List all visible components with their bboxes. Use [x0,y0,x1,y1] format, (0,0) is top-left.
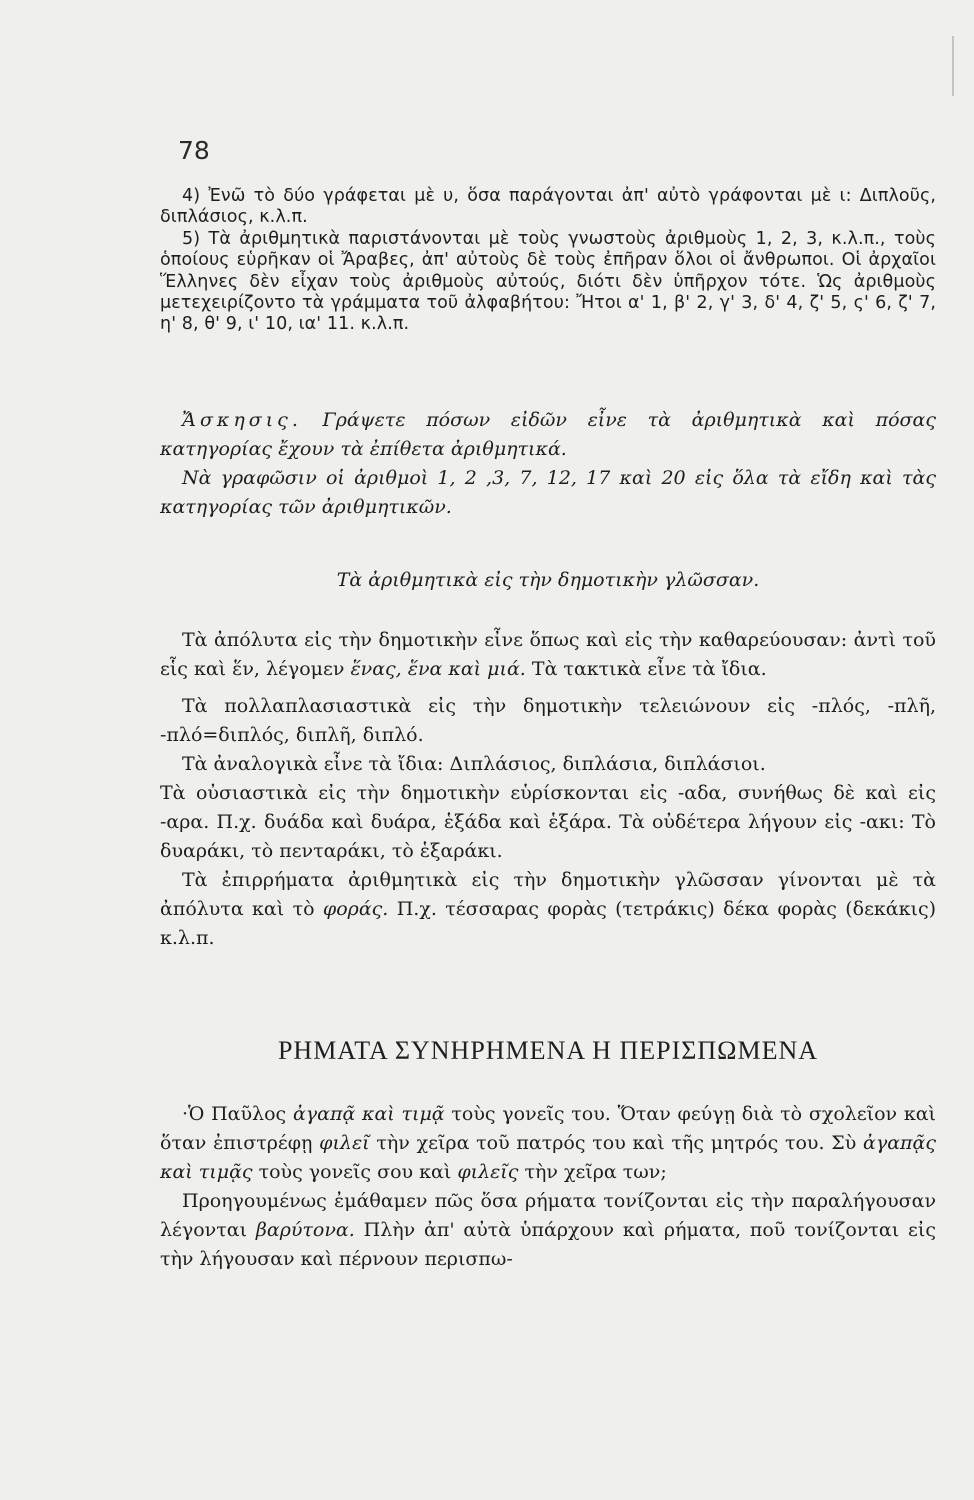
demotic-paragraph-2: Τὰ πολλαπλασιαστικὰ εἰς τὴν δημοτικὴν τελειώνουν εἰς -πλός, -πλῆ, -πλό=διπλός, διπλῆ, διπλό. [160,695,936,746]
text-run: τοὺς γονεῖς του. Ὅταν φεύγῃ διὰ τὸ σχολεῖον καὶ ὅταν ἐπιστρέφῃ [160,1103,936,1154]
demotic-paragraph-4: Τὰ οὐσιαστικὰ εἰς τὴν δημοτικὴν εὑρίσκονται εἰς -αδα, συνήθως δὲ καὶ εἰς -αρα. Π.χ. δυάδα καὶ δυάρα, ἑξάδα καὶ ἑξάρα. Τὰ οὐδέτερα λήγουν εἰς -ακι: Τὸ δυαράκι, τὸ πενταράκι, τὸ ἑξαράκι. [160,782,936,862]
exercise-label: Ἄσκησις. [182,409,302,431]
text-run: τὴν χεῖρα τοῦ πατρός του καὶ τῆς μητρός του. Σὺ [376,1132,857,1154]
text-run: Πλὴν ἀπ' αὐτὰ ὑπάρχουν καὶ ρήματα, ποῦ τονίζονται εἰς τὴν λήγουσαν καὶ πέρνουν περισπω- [160,1219,936,1270]
italic-run: φιλεῖς [457,1161,519,1183]
text-run: τὴν χεῖρα των; [524,1161,667,1183]
note-5: 5) Τὰ ἀριθμητικὰ παριστάνονται μὲ τοὺς γνωστοὺς ἀριθμοὺς 1, 2, 3, κ.λ.π., τοὺς ὁποίους εὑρῆκαν οἱ Ἄραβες, ἀπ' αὐτοὺς δὲ τοὺς ἐπῆραν ὅλοι οἱ ἄνθρωποι. Οἱ ἀρχαῖοι Ἕλληνες δὲν εἶχαν τοὺς ἀριθμοὺς αὐτούς, διότι δὲν ὑπῆρχον τότε. Ὡς ἀριθμοὺς μετεχειρίζοντο τὰ γράμματα τοῦ ἀλφαβήτου: Ἤτοι α' 1, β' 2, γ' 3, δ' 4, ζ' 5, ς' 6, ζ' 7, η' 8, θ' 9, ι' 10, ια' 11. κ.λ.π. [160,228,936,335]
italic-run: φιλεῖ [319,1132,370,1154]
text-run: Προηγουμένως ἐμάθαμεν πῶς ὅσα ρήματα τονίζονται εἰς τὴν παραλήγουσαν λέγονται [160,1190,936,1241]
section-title: Τὰ ἀριθμητικὰ εἰς τὴν δημοτικὴν γλῶσσαν. [336,569,760,591]
text-run: Τὰ ἐπιρρήματα ἀριθμητικὰ εἰς τὴν δημοτικὴν γλῶσσαν γίνονται μὲ τὰ ἀπόλυτα καὶ τὸ [160,869,936,920]
italic-run: ἕνας, ἕνα καὶ μιά. [350,658,526,680]
verbs-heading: ΡΗΜΑΤΑ ΣΥΝΗΡΗΜΕΝΑ Η ΠΕΡΙΣΠΩΜΕΝΑ [277,1036,819,1065]
text-run: ·Ὁ Παῦλος [182,1103,287,1125]
text-run: Τὰ ἀπόλυτα εἰς τὴν δημοτικὴν εἶνε ὅπως καὶ εἰς τὴν καθαρεύουσαν: ἀντὶ τοῦ εἷς καὶ ἕν, λέγομεν [160,629,936,680]
text-run: Π.χ. τέσσαρας φορὰς (τετράκις) δέκα φορὰς (δεκάκις) κ.λ.π. [160,898,937,949]
verbs-section [160,1100,936,1274]
page-number: 78 [178,136,210,165]
text-run: τοὺς γονεῖς σου καὶ [258,1161,452,1183]
italic-run: ἀγαπᾷς καὶ τιμᾷς [160,1132,936,1183]
italic-run: ἀγαπᾷ καὶ τιμᾷ [292,1103,445,1125]
exercise-text-1: Γράψετε πόσων εἰδῶν εἶνε τὰ ἀριθμητικὰ καὶ πόσας κατηγορίας ἔχουν τὰ ἐπίθετα ἀριθμητικά. [160,409,936,460]
exercise-paragraph-2: Νὰ γραφῶσιν οἱ ἀριθμοὶ 1, 2 ,3, 7, 12, 17 καὶ 20 εἰς ὅλα τὰ εἴδη καὶ τὰς κατηγορίας τῶν ἀριθμητικῶν. [160,467,936,518]
italic-run: βαρύτονα. [255,1219,355,1241]
numbered-notes [160,186,936,336]
note-4: 4) Ἐνῶ τὸ δύο γράφεται μὲ υ, ὅσα παράγονται ἀπ' αὐτὸ γράφονται μὲ ι: Διπλοῦς, διπλάσιος, κ.λ.π. [160,186,936,228]
demotic-paragraph-5 [160,866,936,953]
demotic-title [160,566,936,595]
demotic-paragraph-1 [160,626,936,684]
demotic-paragraph-3: Τὰ ἀναλογικὰ εἶνε τὰ ἴδια: Διπλάσιος, διπλάσια, διπλάσιοι. [182,753,766,775]
text-run: Τὰ τακτικὰ εἶνε τὰ ἴδια. [531,658,767,680]
italic-run: φοράς. [322,898,389,920]
verbs-paragraph-1 [160,1100,936,1187]
demotic-section [160,626,936,953]
page-edge-mark [952,36,968,96]
exercise-section [160,406,936,522]
verbs-paragraph-2 [160,1187,936,1274]
exercise-paragraph-1 [160,406,936,464]
